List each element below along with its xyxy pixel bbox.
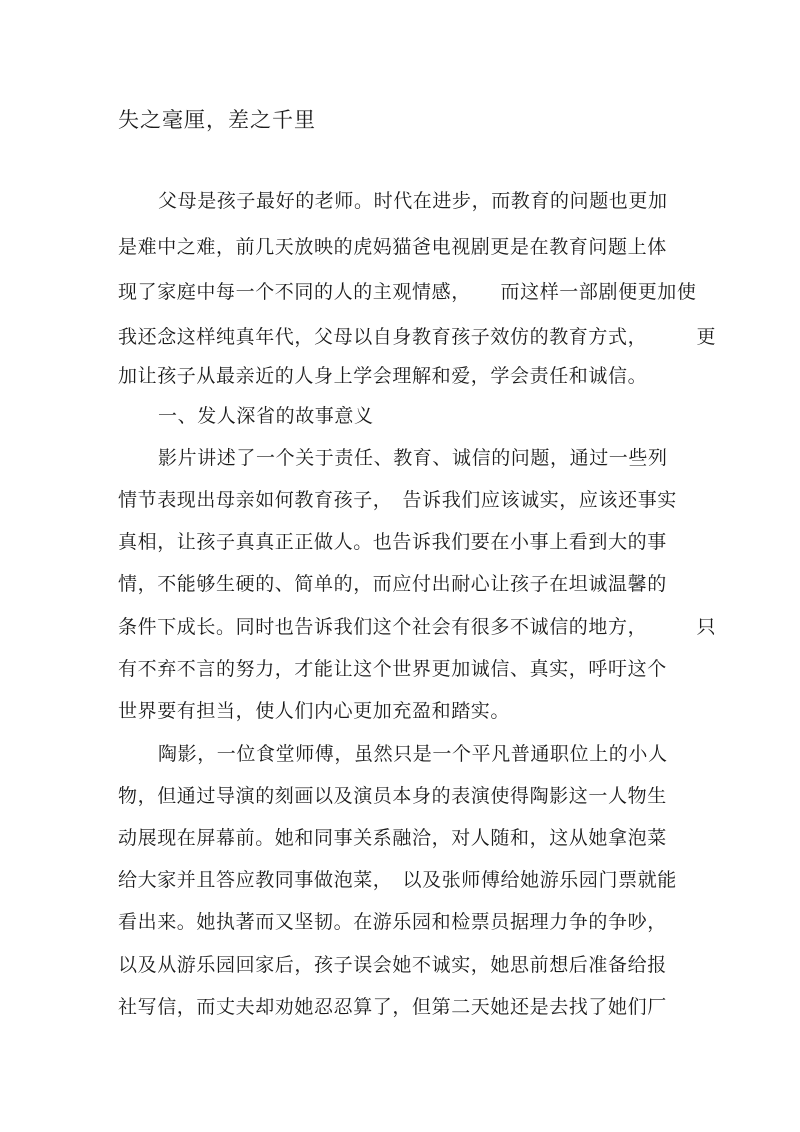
paragraph-line: 以及从游乐园回家后，孩子误会她不诚实，她思前想后准备给报	[118, 954, 667, 976]
paragraph-line: 有不弃不言的努力，才能让这个世界更加诚信、真实，呼吁这个	[118, 658, 667, 680]
document-title: 失之毫厘，差之千里	[118, 108, 316, 132]
paragraph-line: 影片讲述了一个关于责任、教育、诚信的问题，通过一些列	[158, 447, 668, 469]
paragraph-line: 情节表现出母亲如何教育孩子， 告诉我们应该诚实，应该还事实	[118, 489, 677, 511]
paragraph-line: 动展现在屏幕前。她和同事关系融洽，对人随和，这从她拿泡菜	[118, 827, 667, 849]
paragraph-line: 给大家并且答应教同事做泡菜， 以及张师傅给她游乐园门票就能	[118, 869, 677, 891]
paragraph-line: 现了家庭中每一个不同的人的主观情感， 而这样一部剧便更加使	[118, 281, 697, 303]
paragraph-line: 我还念这样纯真年代，父母以自身教育孩子效仿的教育方式， 更	[118, 326, 717, 348]
paragraph-line: 父母是孩子最好的老师。时代在进步，而教育的问题也更加	[158, 190, 668, 212]
paragraph-line: 看出来。她执著而又坚韧。在游乐园和检票员据理力争的争吵，	[118, 911, 667, 933]
paragraph-line: 社写信，而丈夫却劝她忍忍算了，但第二天她还是去找了她们厂	[118, 996, 667, 1018]
paragraph-line: 物，但通过导演的刻画以及演员本身的表演使得陶影这一人物生	[118, 785, 667, 807]
paragraph-line: 条件下成长。同时也告诉我们这个社会有很多不诚信的地方， 只	[118, 616, 717, 638]
paragraph-line: 世界要有担当，使人们内心更加充盈和踏实。	[118, 700, 511, 722]
paragraph-line: 真相，让孩子真真正正做人。也告诉我们要在小事上看到大的事	[118, 531, 667, 553]
section-heading: 一、发人深省的故事意义	[158, 405, 374, 427]
paragraph-line: 加让孩子从最亲近的人身上学会理解和爱，学会责任和诚信。	[118, 365, 648, 387]
paragraph-line: 是难中之难，前几天放映的虎妈猫爸电视剧更是在教育问题上体	[118, 236, 667, 258]
paragraph-line: 陶影，一位食堂师傅，虽然只是一个平凡普通职位上的小人	[158, 743, 668, 765]
paragraph-line: 情，不能够生硬的、简单的，而应付出耐心让孩子在坦诚温馨的	[118, 573, 667, 595]
